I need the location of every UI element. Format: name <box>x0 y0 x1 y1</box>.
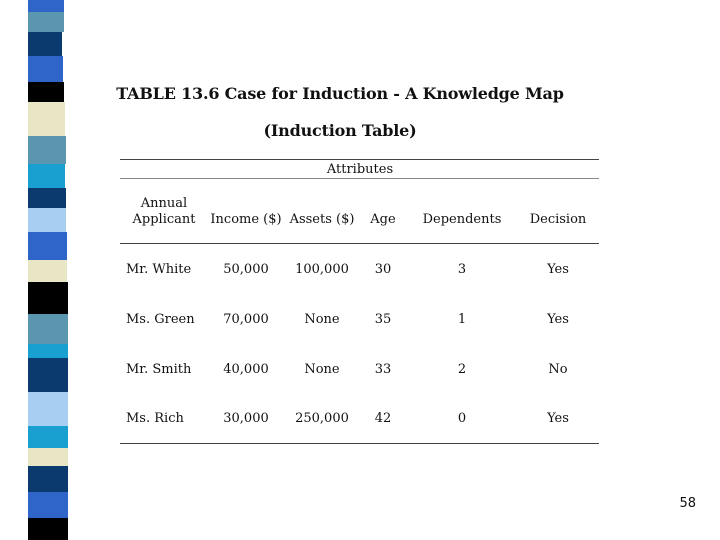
header-bottom-rule <box>120 243 599 244</box>
column-header-dependents: Dependents <box>422 212 502 227</box>
cell-age: 42 <box>374 411 392 426</box>
stripe-block <box>28 188 66 208</box>
stripe-block <box>28 448 68 466</box>
column-header-decision: Decision <box>529 212 587 227</box>
stripe-block <box>28 358 68 392</box>
column-header-applicant <box>126 196 202 228</box>
cell-age: 30 <box>374 262 392 277</box>
stripe-block <box>28 232 67 260</box>
stripe-block <box>28 314 68 344</box>
cell-applicant: Mr. White <box>126 262 192 277</box>
stripe-block <box>28 32 62 56</box>
column-header-age: Age <box>370 212 396 227</box>
stripe-block <box>28 282 68 314</box>
stripe-block <box>28 208 66 232</box>
decorative-side-stripe <box>28 0 68 540</box>
cell-decision: Yes <box>547 262 569 277</box>
stripe-block <box>28 82 64 102</box>
stripe-block <box>28 102 65 136</box>
stripe-block <box>28 136 66 164</box>
stripe-block <box>28 344 68 358</box>
cell-applicant: Mr. Smith <box>126 362 192 377</box>
stripe-block <box>28 492 68 518</box>
cell-decision: Yes <box>547 411 569 426</box>
cell-assets: None <box>304 362 340 377</box>
cell-applicant: Ms. Rich <box>126 411 184 426</box>
stripe-block <box>28 0 64 12</box>
stripe-block <box>28 466 68 492</box>
table-bottom-rule <box>120 443 599 444</box>
stripe-block <box>28 392 68 426</box>
table-top-rule <box>120 159 599 160</box>
cell-dependents: 2 <box>457 362 467 377</box>
table-subtitle: (Induction Table) <box>263 121 417 140</box>
stripe-block <box>28 518 68 540</box>
column-header-text: Annual Applicant <box>132 196 196 227</box>
stripe-block <box>28 426 68 448</box>
cell-age: 35 <box>374 312 392 327</box>
cell-applicant: Ms. Green <box>126 312 195 327</box>
cell-decision: Yes <box>547 312 569 327</box>
stripe-block <box>28 12 64 32</box>
cell-income: 50,000 <box>223 262 269 277</box>
cell-decision: No <box>548 362 568 377</box>
cell-assets: 100,000 <box>295 262 349 277</box>
cell-dependents: 0 <box>457 411 467 426</box>
table-title: TABLE 13.6 Case for Induction - A Knowledge Map <box>116 84 564 103</box>
cell-dependents: 1 <box>457 312 467 327</box>
column-header-assets: Assets ($) <box>289 212 355 227</box>
cell-dependents: 3 <box>457 262 467 277</box>
cell-income: 40,000 <box>223 362 269 377</box>
attributes-rule <box>120 178 599 179</box>
cell-age: 33 <box>374 362 392 377</box>
stripe-block <box>28 56 63 82</box>
page-number: 58 <box>679 496 696 511</box>
cell-income: 30,000 <box>223 411 269 426</box>
stripe-block <box>28 260 67 282</box>
stripe-block <box>28 164 65 188</box>
attributes-group-header: Attributes <box>326 162 394 177</box>
cell-assets: None <box>304 312 340 327</box>
cell-assets: 250,000 <box>295 411 349 426</box>
cell-income: 70,000 <box>223 312 269 327</box>
column-header-income: Income ($) <box>210 212 282 227</box>
